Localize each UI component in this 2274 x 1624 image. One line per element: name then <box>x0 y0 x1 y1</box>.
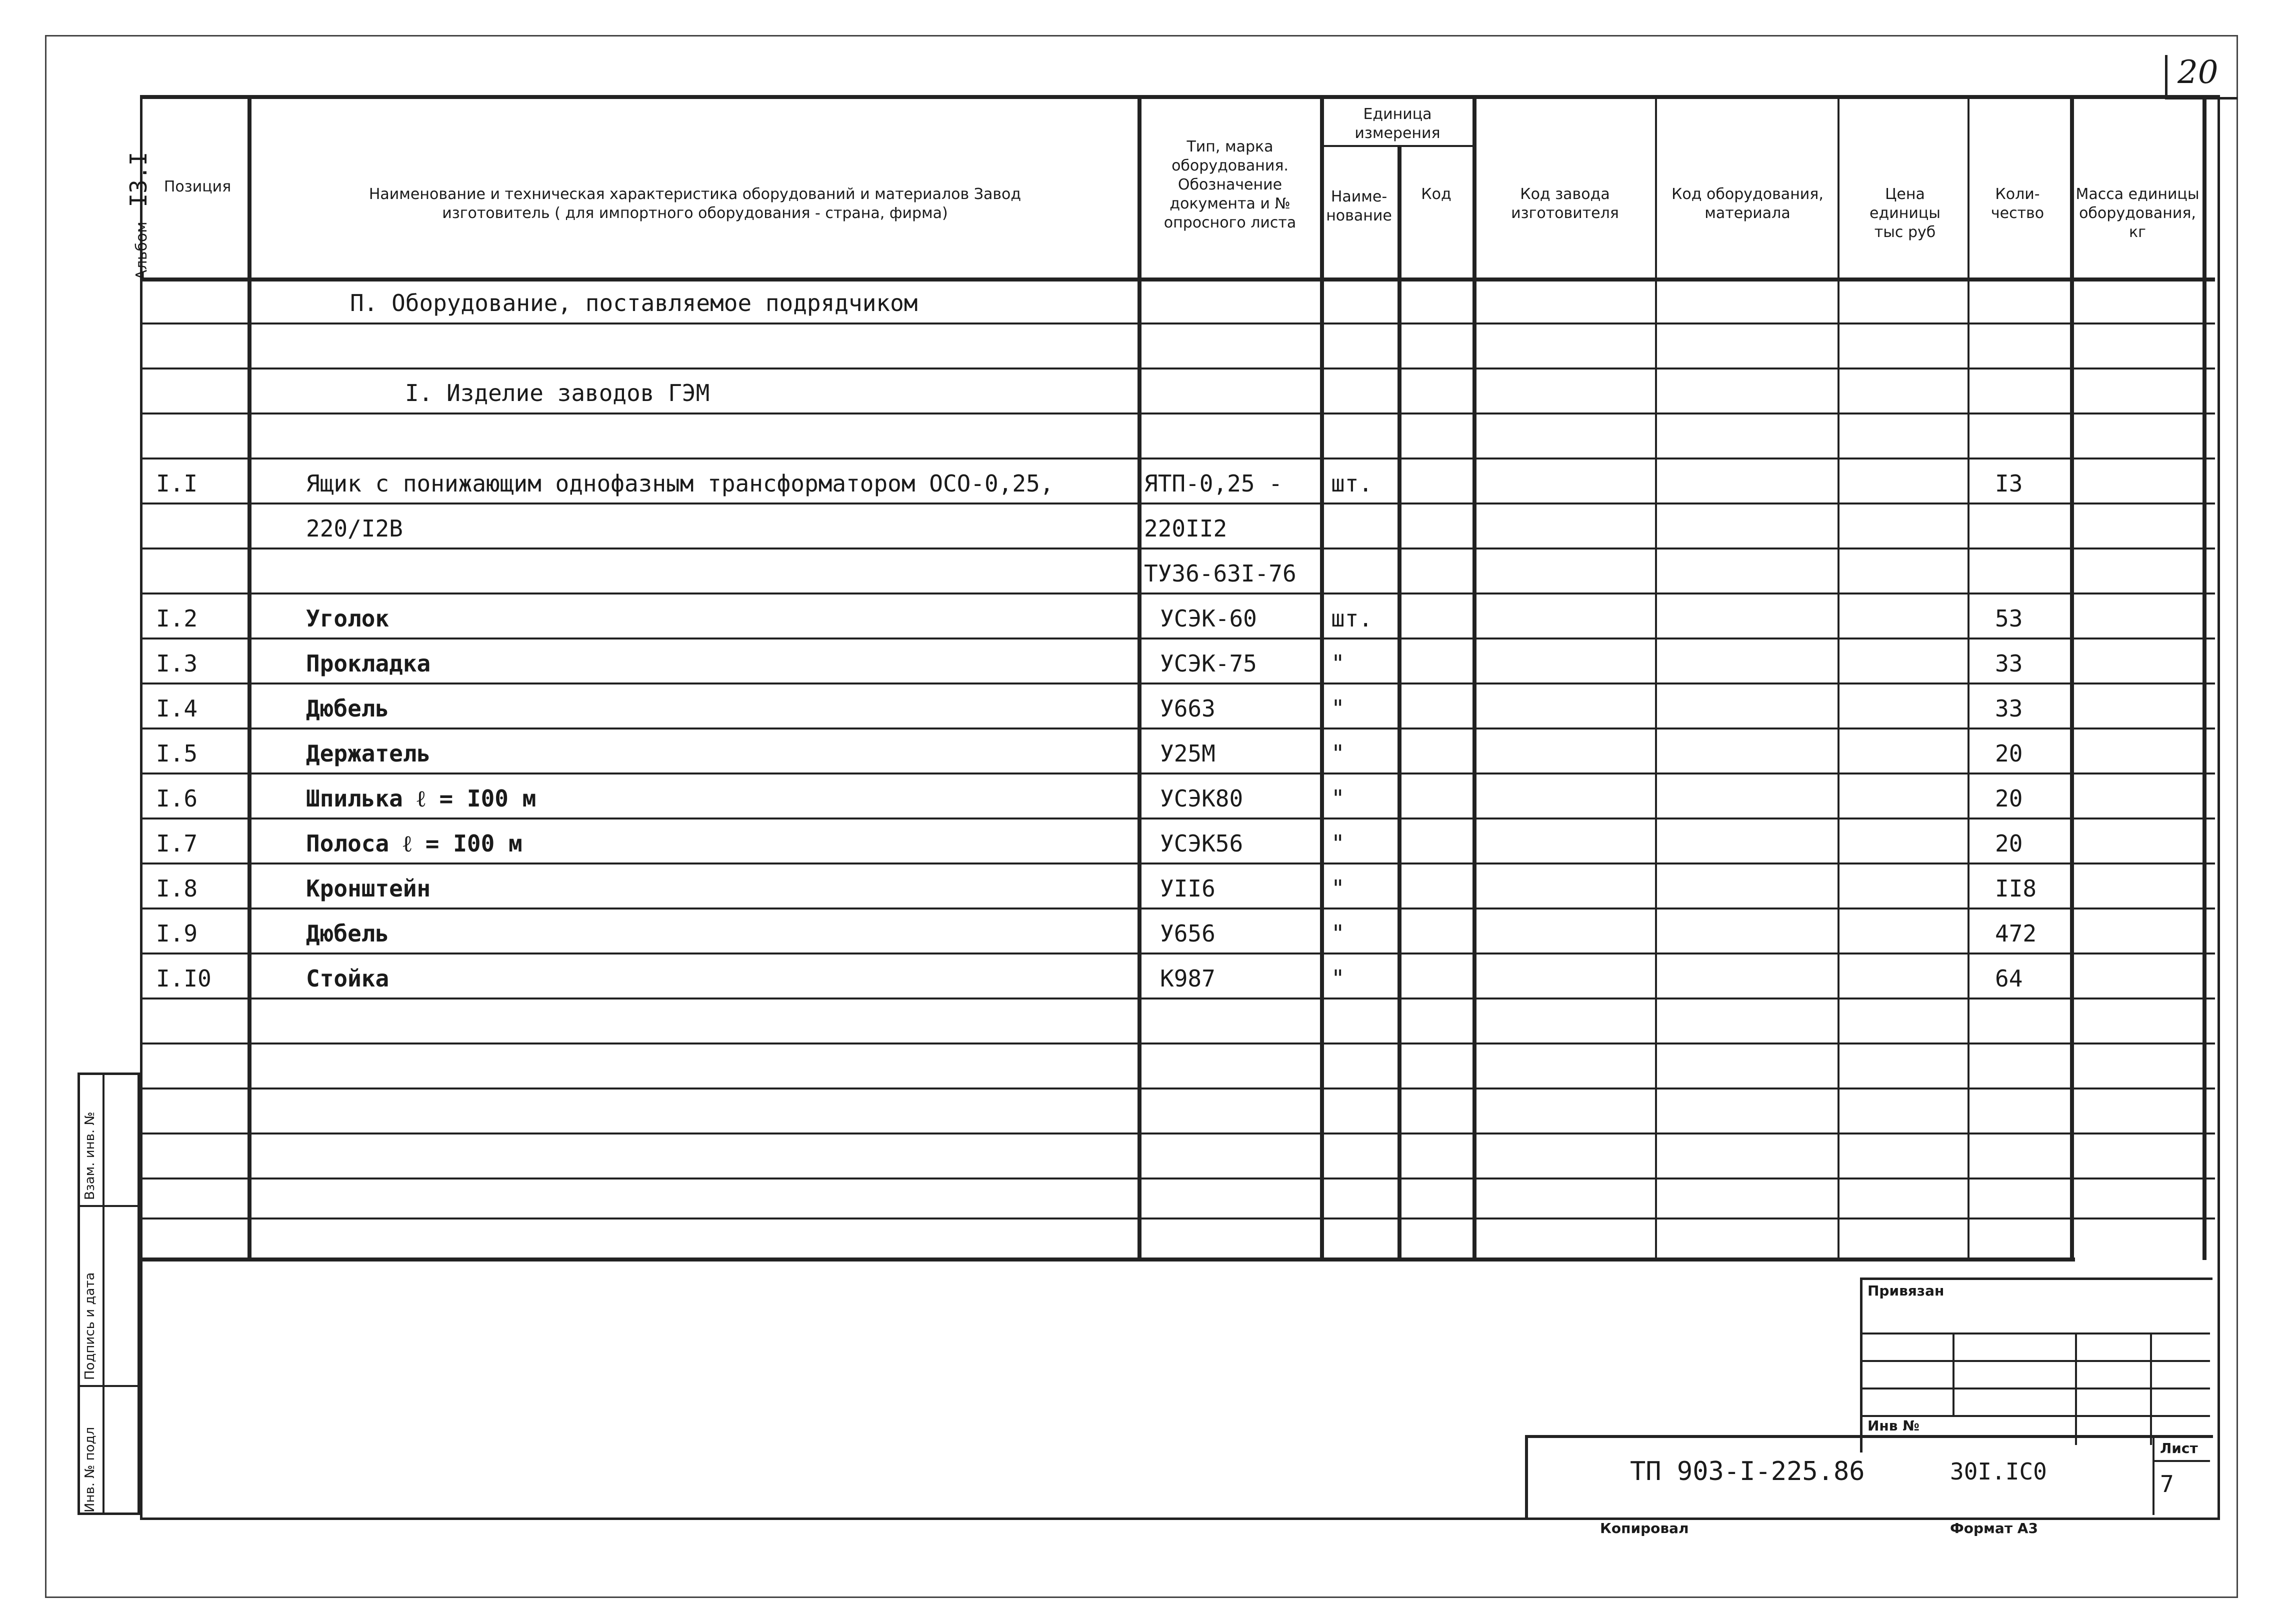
header-type: Тип, марка оборудования. Обозначение документа и № опросного листа <box>1164 138 1296 232</box>
stamp-vline <box>2150 1332 2152 1445</box>
row-unit: " <box>1331 740 1345 767</box>
row-qty: 20 <box>1995 740 2023 767</box>
subsection-title: I. Изделие заводов ГЭМ <box>405 380 710 406</box>
row-line <box>140 1088 2215 1090</box>
header-name: Наименование и техническая характеристика оборудований и материалов Завод изготовитель ( для импортного оборудования - страна, фирма) <box>368 186 1022 222</box>
row-unit: " <box>1331 650 1345 677</box>
row-position: I.3 <box>156 650 198 677</box>
row-type: УII6 <box>1160 875 1216 902</box>
row-type: У656 <box>1160 920 1216 947</box>
stamp-vline <box>2075 1332 2077 1445</box>
row-position: I.7 <box>156 830 198 857</box>
row-line <box>140 502 2215 504</box>
header-position: Позиция <box>164 178 232 196</box>
row-name: Дюбель <box>306 920 390 947</box>
header-maker-code: Код завода изготовителя <box>1511 186 1619 222</box>
table-top-border <box>140 95 2215 99</box>
row-qty: 20 <box>1995 785 2023 812</box>
row-unit: " <box>1331 785 1345 812</box>
row-name: Полоса ℓ = I00 м <box>306 830 522 857</box>
col-line-maker <box>1472 95 1476 1260</box>
side-stamp-replace-inv: Взам. инв. № <box>82 1112 98 1200</box>
row-unit: " <box>1331 830 1345 857</box>
stamp-sheet-line <box>2152 1460 2210 1462</box>
row-line <box>140 818 2215 820</box>
row-line <box>140 592 2215 594</box>
stamp-line <box>1860 1360 2210 1362</box>
header-bottom-border <box>140 278 2215 282</box>
row-line <box>140 322 2215 324</box>
row-line <box>140 1178 2215 1180</box>
row-unit: " <box>1331 920 1345 947</box>
header-mass: Масса единицы оборудования, кг <box>2076 186 2200 241</box>
header-price: Цена единицы тыс руб <box>1870 186 1940 241</box>
header-unit-name: Наиме-нование <box>1326 188 1392 224</box>
col-line-right <box>2202 95 2206 1260</box>
row-name: Прокладка <box>306 650 431 677</box>
row-position: I.9 <box>156 920 198 947</box>
row-type: УСЭК-60 <box>1160 605 1257 632</box>
row-position: I.4 <box>156 695 198 722</box>
row-line <box>140 682 2215 684</box>
stamp-sheet-number: 7 <box>2160 1470 2174 1498</box>
row-qty: 33 <box>1995 695 2023 722</box>
row-position: I.6 <box>156 785 198 812</box>
row-line <box>140 458 2215 460</box>
album-value: I3.I <box>125 152 152 208</box>
row-unit: " <box>1331 695 1345 722</box>
row-line <box>140 908 2215 910</box>
row-name: Шпилька ℓ = I00 м <box>306 785 536 812</box>
row-type: УСЭК56 <box>1160 830 1244 857</box>
row-position: I.5 <box>156 740 198 767</box>
album-label-text: Альбом <box>133 222 150 280</box>
row-name: 220/I2В <box>306 515 403 542</box>
row-name: Уголок <box>306 605 390 632</box>
header-equip-code: Код оборудования, материала <box>1672 186 1824 222</box>
stamp-line <box>1860 1332 2210 1334</box>
row-unit: " <box>1331 875 1345 902</box>
stamp-inv-label: Инв № <box>1868 1418 1920 1434</box>
row-type: ТУ36-63I-76 <box>1144 560 1296 587</box>
row-line <box>140 952 2215 954</box>
row-position: I.8 <box>156 875 198 902</box>
row-position: I.I <box>156 470 198 497</box>
stamp-sheet-divider <box>2152 1435 2154 1515</box>
row-line <box>140 548 2215 550</box>
album-label <box>125 152 152 280</box>
row-line <box>140 728 2215 730</box>
stamp-vline <box>1952 1332 1954 1415</box>
row-type: 220II2 <box>1144 515 1228 542</box>
sheet-corner-number: 20 <box>2178 54 2218 91</box>
row-qty: 472 <box>1995 920 2037 947</box>
row-line <box>140 1132 2215 1134</box>
stamp-sheet-label: Лист <box>2160 1440 2198 1456</box>
stamp-doc-number: 30I.IC0 <box>1950 1458 2047 1485</box>
stamp-title-box <box>1525 1435 2213 1518</box>
row-qty: 20 <box>1995 830 2023 857</box>
col-line-equip <box>1655 95 1657 1260</box>
side-stamp-divider-1 <box>78 1205 140 1207</box>
side-stamp-divider-v <box>102 1072 104 1515</box>
col-line-code <box>1398 145 1402 1260</box>
stamp-line <box>1860 1415 2210 1417</box>
row-line <box>140 638 2215 640</box>
col-line-name <box>248 95 252 1260</box>
header-qty: Коли-чество <box>1990 186 2044 222</box>
row-name: Стойка <box>306 965 390 992</box>
row-name: Ящик с понижающим однофазным трансформатором ОСО-0,25, <box>306 470 1054 497</box>
row-name: Дюбель <box>306 695 390 722</box>
stamp-doc-code: ТП 903-I-225.86 <box>1630 1456 1865 1486</box>
col-line-unit <box>1320 95 1324 1260</box>
row-line <box>140 1042 2215 1044</box>
side-stamp-inv-original: Инв. № подл <box>82 1426 98 1512</box>
row-qty: 53 <box>1995 605 2023 632</box>
col-line-type <box>1138 95 1142 1260</box>
row-qty: II8 <box>1995 875 2037 902</box>
row-type: У663 <box>1160 695 1216 722</box>
header-unit-code: Код <box>1421 186 1452 203</box>
row-type: У25М <box>1160 740 1216 767</box>
row-line <box>140 862 2215 864</box>
row-line <box>140 998 2215 1000</box>
row-position: I.2 <box>156 605 198 632</box>
row-unit: " <box>1331 965 1345 992</box>
table-bottom-border <box>140 1258 2075 1262</box>
row-unit: шт. <box>1331 605 1373 632</box>
row-line <box>140 368 2215 370</box>
section-title: П. Оборудование, поставляемое подрядчиком <box>350 290 918 316</box>
row-qty: 33 <box>1995 650 2023 677</box>
row-line <box>140 772 2215 774</box>
row-type: ЯТП-0,25 - <box>1144 470 1282 497</box>
row-qty: 64 <box>1995 965 2023 992</box>
row-position: I.I0 <box>156 965 212 992</box>
col-line-mass <box>2070 95 2074 1260</box>
side-stamp-signature-date: Подпись и дата <box>82 1272 98 1380</box>
row-type: УСЭК80 <box>1160 785 1244 812</box>
header-unit-group: Единица измерения <box>1354 106 1440 142</box>
side-stamp-divider-2 <box>78 1385 140 1387</box>
row-qty: I3 <box>1995 470 2023 497</box>
footer-copied: Копировал <box>1600 1520 1689 1536</box>
footer-format: Формат А3 <box>1950 1520 2038 1536</box>
stamp-line <box>1860 1388 2210 1390</box>
col-line-price <box>1838 95 1840 1260</box>
row-line <box>140 1218 2215 1220</box>
row-unit: шт. <box>1331 470 1373 497</box>
row-name: Держатель <box>306 740 431 767</box>
row-type: К987 <box>1160 965 1216 992</box>
col-line-qty <box>1968 95 1970 1260</box>
row-type: УСЭК-75 <box>1160 650 1257 677</box>
stamp-tied-label: Привязан <box>1868 1282 1944 1299</box>
row-name: Кронштейн <box>306 875 431 902</box>
row-line <box>140 412 2215 414</box>
